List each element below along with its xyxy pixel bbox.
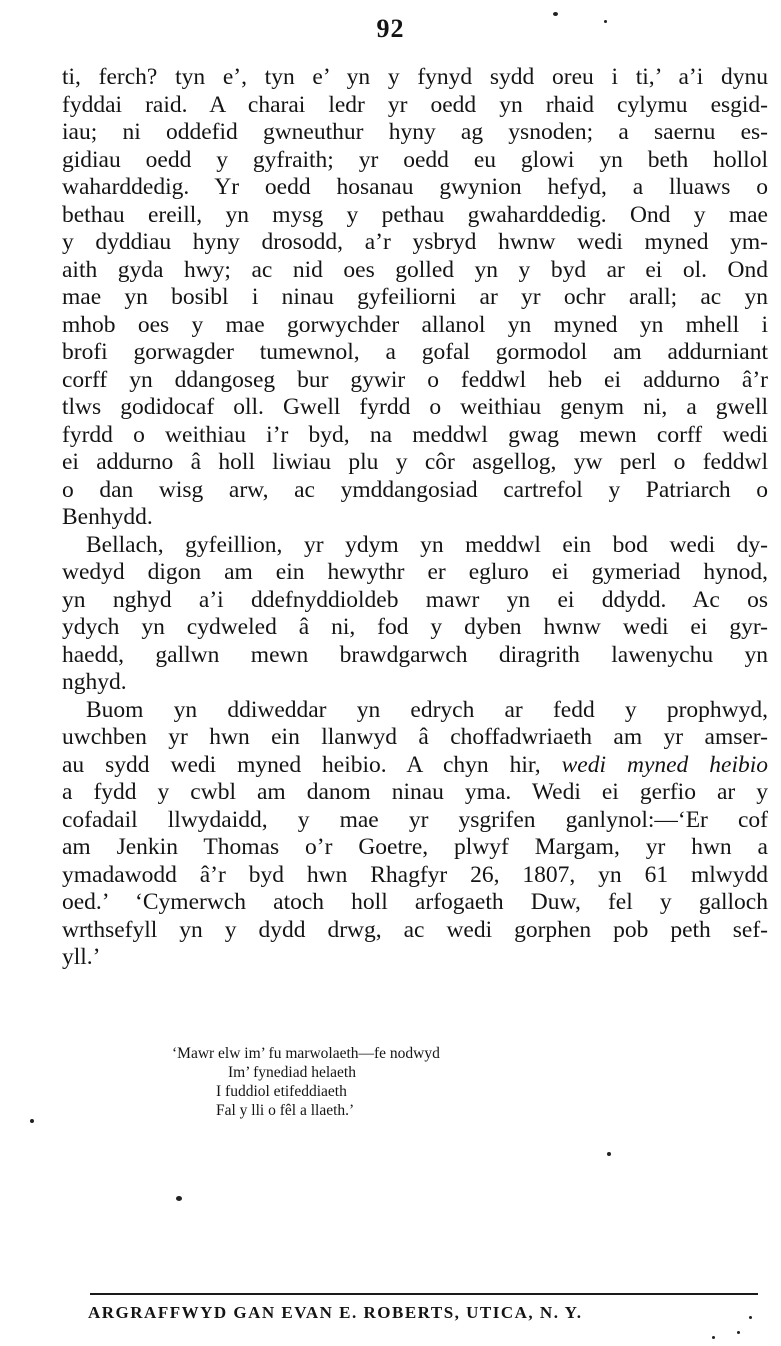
print-speck (737, 1331, 740, 1334)
text-line: ei addurno â holl liwiau plu y côr asgellog, yw perl o feddwl (62, 449, 768, 475)
text-line: uwchben yr hwn ein llanwyd â choffadwriaeth am yr amser- (62, 724, 768, 750)
text-line: fyddai raid. A charai ledr yr oedd yn rhaid cylymu esgid- (62, 91, 768, 118)
text-line: wrthsefyll yn y dydd drwg, ac wedi gorphen pob peth sef- (62, 916, 768, 943)
text-line: gidiau oedd y gyfraith; yr oedd eu glowi yn beth hollol (62, 146, 768, 173)
print-speck (553, 12, 558, 16)
text-line-part: au sydd wedi myned heibio. A chyn hir, (62, 751, 541, 778)
text-line: ymadawodd â’r byd hwn Rhagfyr 26, 1807, yn 61 mlwydd (62, 861, 768, 888)
text-line: cofadail llwydaidd, y mae yr ysgrifen ganlynol:—‘Er cof (62, 806, 768, 833)
verse-line: ‘Mawr elw im’ fu marwolaeth—fe nodwyd (172, 1045, 440, 1062)
print-speck (30, 1119, 34, 1123)
print-speck (712, 1336, 715, 1339)
text-line: ti, ferch? tyn e’, tyn e’ yn y fynyd sydd oreu i ti,’ a’i dynu (62, 64, 768, 90)
body-text (62, 64, 768, 972)
print-speck (749, 1316, 752, 1319)
text-line: iau; ni oddefid gwneuthur hyny ag ysnoden; a saernu es- (62, 119, 768, 145)
text-line: waharddedig. Yr oedd hosanau gwynion hefyd, a lluaws o (62, 174, 768, 200)
text-line: oed.’ ‘Cymerwch atoch holl arfogaeth Duw, fel y galloch (62, 889, 768, 915)
text-line: bethau ereill, yn mysg y pethau gwaharddedig. Ond y mae (62, 201, 768, 228)
text-line: nghyd. (62, 669, 127, 695)
verse-epitaph (172, 1044, 440, 1120)
text-line: wedyd digon am ein hewythr er egluro ei gymeriad hynod, (62, 559, 768, 585)
page-number: 92 (376, 14, 405, 43)
text-line: Bellach, gyfeillion, yr ydym yn meddwl ein bod wedi dy- (86, 531, 768, 558)
print-speck (176, 1196, 182, 1201)
text-line: fyrdd o weithiau i’r byd, na meddwl gwag mewn corff wedi (62, 421, 768, 448)
text-line (62, 752, 768, 780)
printer-imprint: ARGRAFFWYD GAN EVAN E. ROBERTS, UTICA, N. Y. (88, 1303, 583, 1322)
text-line: yll.’ (62, 944, 101, 970)
italic-phrase: wedi myned heibio (561, 751, 768, 778)
text-line: mae yn bosibl i ninau gyfeiliorni ar yr ochr arall; ac yn (62, 284, 768, 310)
text-line: brofi gorwagder tumewnol, a gofal gormodol am addurniant (62, 339, 768, 365)
text-line: a fydd y cwbl am danom ninau yma. Wedi ei gerfio ar y (62, 779, 768, 805)
print-speck (607, 1152, 611, 1156)
verse-line: Fal y lli o fêl a llaeth.’ (216, 1102, 355, 1119)
text-line: Buom yn ddiweddar yn edrych ar fedd y prophwyd, (86, 696, 768, 723)
verse-line: I fuddiol etifeddiaeth (216, 1083, 347, 1100)
text-line: aith gyda hwy; ac nid oes golled yn y byd ar ei ol. Ond (62, 256, 768, 283)
footer-rule (90, 1293, 758, 1295)
text-line: o dan wisg arw, ac ymddangosiad cartrefol y Patriarch o (62, 476, 768, 503)
text-line: am Jenkin Thomas o’r Goetre, plwyf Margam, yr hwn a (62, 834, 768, 860)
verse-line: Im’ fynediad helaeth (228, 1064, 356, 1081)
text-line: Benhydd. (62, 504, 153, 530)
text-line: y dyddiau hyny drosodd, a’r ysbryd hwnw wedi myned ym- (62, 229, 768, 255)
text-line: mhob oes y mae gorwychder allanol yn myned yn mhell i (62, 311, 768, 338)
text-line: corff yn ddangoseg bur gywir o feddwl heb ei addurno â’r (62, 366, 768, 393)
print-speck (604, 20, 607, 23)
text-line: ydych yn cydweled â ni, fod y dyben hwnw wedi ei gyr- (62, 614, 768, 640)
text-line: haedd, gallwn mewn brawdgarwch diragrith lawenychu yn (62, 641, 768, 668)
text-line: tlws godidocaf oll. Gwell fyrdd o weithiau genym ni, a gwell (62, 394, 768, 420)
text-line: yn nghyd a’i ddefnyddioldeb mawr yn ei ddydd. Ac os (62, 586, 768, 613)
